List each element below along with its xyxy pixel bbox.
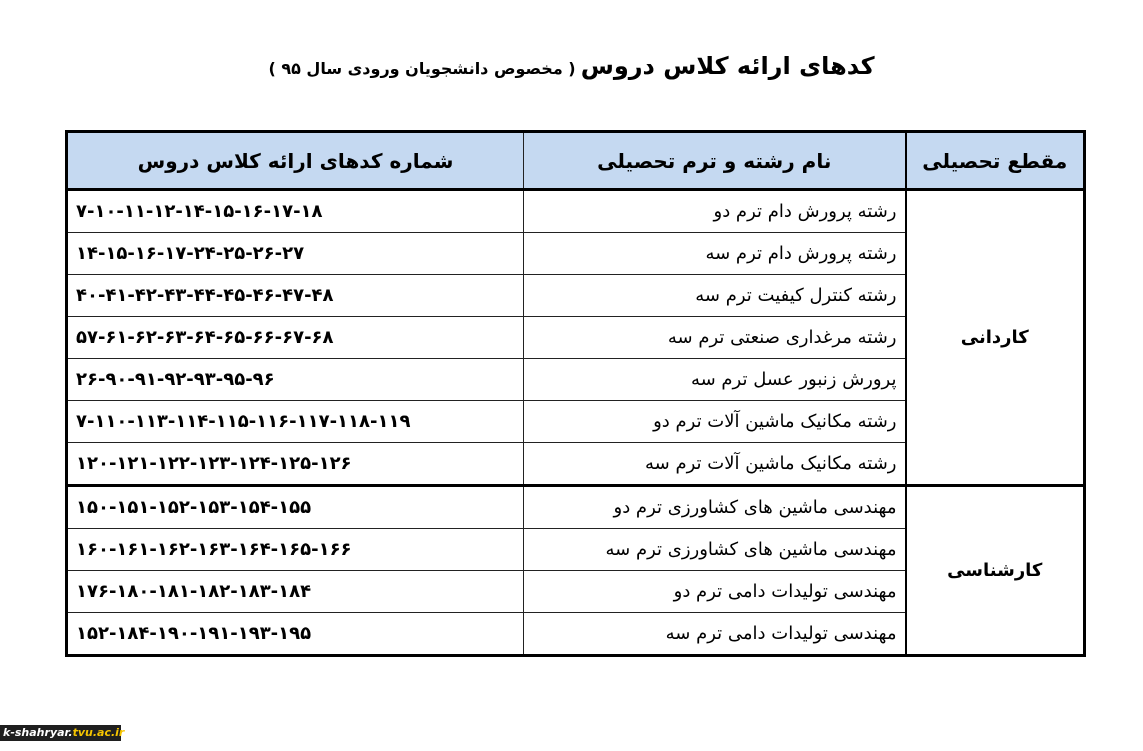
major-cell: رشته پرورش دام ترم سه xyxy=(524,233,906,275)
major-cell: رشته کنترل کیفیت ترم سه xyxy=(524,275,906,317)
level-cell-associate: کاردانی xyxy=(906,190,1085,486)
codes-cell: ۴۰-۴۱-۴۲-۴۳-۴۴-۴۵-۴۶-۴۷-۴۸ xyxy=(67,275,524,317)
major-cell: مهندسی ماشین های کشاورزی ترم سه xyxy=(524,529,906,571)
title-main: کدهای ارائه کلاس دروس xyxy=(580,52,875,80)
codes-cell: ۱۴-۱۵-۱۶-۱۷-۲۴-۲۵-۲۶-۲۷ xyxy=(67,233,524,275)
major-cell: مهندسی تولیدات دامی ترم سه xyxy=(524,613,906,656)
codes-cell: ۱۷۶-۱۸۰-۱۸۱-۱۸۲-۱۸۳-۱۸۴ xyxy=(67,571,524,613)
codes-cell: ۲۶-۹۰-۹۱-۹۲-۹۳-۹۵-۹۶ xyxy=(67,359,524,401)
codes-cell: ۱۵۰-۱۵۱-۱۵۲-۱۵۳-۱۵۴-۱۵۵ xyxy=(67,486,524,529)
level-cell-bachelor: کارشناسی xyxy=(906,486,1085,656)
table-row xyxy=(67,486,1085,529)
header-codes: شماره کدهای ارائه کلاس دروس xyxy=(67,132,524,190)
class-codes-table xyxy=(65,130,1086,657)
site-watermark xyxy=(0,725,125,741)
major-cell: مهندسی تولیدات دامی ترم دو xyxy=(524,571,906,613)
major-cell: رشته مکانیک ماشین آلات ترم دو xyxy=(524,401,906,443)
codes-cell: ۷-۱۱۰-۱۱۳-۱۱۴-۱۱۵-۱۱۶-۱۱۷-۱۱۸-۱۱۹ xyxy=(67,401,524,443)
table-row xyxy=(67,190,1085,233)
header-level: مقطع تحصیلی xyxy=(906,132,1085,190)
codes-cell: ۱۶۰-۱۶۱-۱۶۲-۱۶۳-۱۶۴-۱۶۵-۱۶۶ xyxy=(67,529,524,571)
header-major: نام رشته و ترم تحصیلی xyxy=(524,132,906,190)
table-header-row xyxy=(67,132,1085,190)
major-cell: پرورش زنبور عسل ترم سه xyxy=(524,359,906,401)
major-cell: مهندسی ماشین های کشاورزی ترم دو xyxy=(524,486,906,529)
page-title xyxy=(0,52,1143,80)
major-cell: رشته مرغداری صنعتی ترم سه xyxy=(524,317,906,359)
major-cell: رشته پرورش دام ترم دو xyxy=(524,190,906,233)
codes-cell: ۱۵۲-۱۸۴-۱۹۰-۱۹۱-۱۹۳-۱۹۵ xyxy=(67,613,524,656)
major-cell: رشته مکانیک ماشین آلات ترم سه xyxy=(524,443,906,486)
title-subtitle: ( مخصوص دانشجویان ورودی سال ۹۵ ) xyxy=(268,59,576,78)
watermark-domain: tvu.ac.ir xyxy=(72,726,125,739)
codes-cell: ۵۷-۶۱-۶۲-۶۳-۶۴-۶۵-۶۶-۶۷-۶۸ xyxy=(67,317,524,359)
watermark-prefix: k-shahryar. xyxy=(3,726,73,739)
codes-cell: ۱۲۰-۱۲۱-۱۲۲-۱۲۳-۱۲۴-۱۲۵-۱۲۶ xyxy=(67,443,524,486)
codes-cell: ۷-۱۰-۱۱-۱۲-۱۴-۱۵-۱۶-۱۷-۱۸ xyxy=(67,190,524,233)
